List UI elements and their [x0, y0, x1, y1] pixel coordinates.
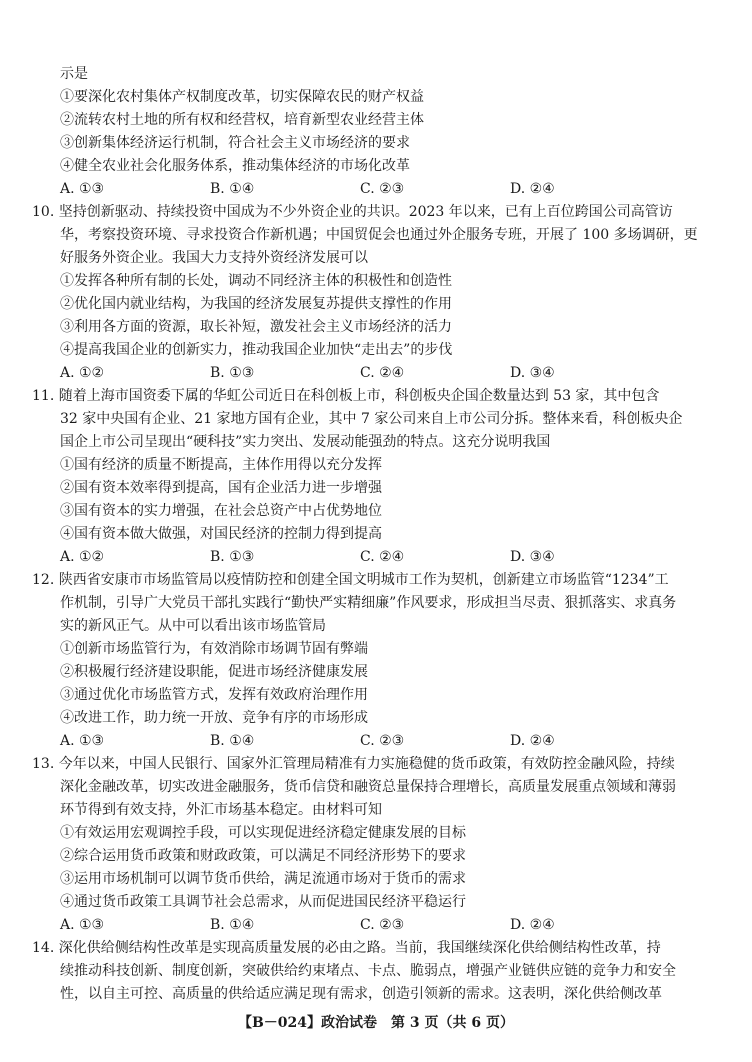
q11-option-4: ④国有资本做大做强，对国民经济的控制力得到提高 [60, 526, 382, 542]
q12-option-2: ②积极履行经济建设职能，促进市场经济健康发展 [60, 664, 368, 680]
q9-choices [60, 179, 700, 199]
q12-choice-a: A. ①③ [60, 733, 105, 749]
q13-choices [60, 915, 700, 935]
q10-choice-b: B. ①③ [210, 365, 255, 381]
q9-option-2: ②流转农村土地的所有权和经营权，培育新型农业经营主体 [60, 112, 424, 128]
q9-choice-b: B. ①④ [210, 181, 255, 197]
q13-choice-c: C. ②③ [360, 917, 405, 933]
q12-choice-c: C. ②③ [360, 733, 405, 749]
q10-choices [60, 363, 700, 383]
q13-choice-d: D. ②④ [510, 917, 555, 933]
q14-stem-line-3: 性，以自主可控、高质量的供给适应满足现有需求，创造引领新的需求。这表明，深化供给侧改革 [60, 986, 662, 1002]
q11-choice-a: A. ①② [60, 549, 105, 565]
q12-choice-d: D. ②④ [510, 733, 555, 749]
q12-option-3: ③通过优化市场监管方式，发挥有效政府治理作用 [60, 687, 368, 703]
q10-option-3: ③利用各方面的资源，取长补短，激发社会主义市场经济的活力 [60, 319, 452, 335]
q9-choice-c: C. ②③ [360, 181, 405, 197]
q9-option-1: ①要深化农村集体产权制度改革，切实保障农民的财产权益 [60, 89, 424, 105]
q14-stem-line-2: 续推动科技创新、制度创新，突破供给约束堵点、卡点、脆弱点，增强产业链供应链的竞争力和安全 [60, 963, 676, 979]
q12-stem-line-1: 12. 陕西省安康市市场监管局以疫情防控和创建全国文明城市工作为契机，创新建立市场监管“1234”工 [32, 572, 669, 588]
q12-choices [60, 731, 700, 751]
q9-option-3: ③创新集体经济运行机制，符合社会主义市场经济的要求 [60, 135, 410, 151]
q11-stem-line-2: 32 家中央国有企业、21 家地方国有企业，其中 7 家公司来自上市公司分拆。整体来看，科创板央企 [60, 411, 683, 427]
q13-option-4: ④通过货币政策工具调节社会总需求，从而促进国民经济平稳运行 [60, 894, 466, 910]
q10-choice-d: D. ③④ [510, 365, 555, 381]
q10-option-2: ②优化国内就业结构，为我国的经济发展复苏提供支撑性的作用 [60, 296, 452, 312]
q12-stem-line-2: 作机制，引导广大党员干部扎实践行“勤快严实精细廉”作风要求，形成担当尽责、狠抓落实、求真务 [60, 595, 677, 611]
q13-choice-a: A. ①③ [60, 917, 105, 933]
q13-stem-line-2: 深化金融改革，切实改进金融服务，货币信贷和融资总量保持合理增长，高质量发展重点领域和薄弱 [60, 779, 676, 795]
q11-option-3: ③国有资本的实力增强，在社会总资产中占优势地位 [60, 503, 382, 519]
q13-stem-line-1: 13. 今年以来，中国人民银行、国家外汇管理局精准有力实施稳健的货币政策，有效防控金融风险，持续 [32, 756, 675, 772]
q9-choice-d: D. ②④ [510, 181, 555, 197]
q13-choice-b: B. ①④ [210, 917, 255, 933]
q10-stem-line-1: 10. 坚持创新驱动、持续投资中国成为不少外资企业的共识。2023 年以来，已有上百位跨国公司高管访 [32, 204, 673, 220]
q12-choice-b: B. ①④ [210, 733, 255, 749]
q11-choice-d: D. ③④ [510, 549, 555, 565]
q11-stem-line-3: 国企上市公司呈现出“硬科技”实力突出、发展动能强劲的特点。这充分说明我国 [60, 434, 551, 450]
q13-option-2: ②综合运用货币政策和财政政策，可以满足不同经济形势下的要求 [60, 848, 466, 864]
q12-option-1: ①创新市场监管行为，有效消除市场调节固有弊端 [60, 641, 368, 657]
q13-option-1: ①有效运用宏观调控手段，可以实现促进经济稳定健康发展的目标 [60, 825, 466, 841]
q10-stem-line-2: 华，考察投资环境、寻求投资合作新机遇；中国贸促会也通过外企服务专班，开展了 100 多场调研，更 [60, 227, 698, 243]
q9-option-4: ④健全农业社会化服务体系，推动集体经济的市场化改革 [60, 158, 410, 174]
q12-option-4: ④改进工作，助力统一开放、竞争有序的市场形成 [60, 710, 368, 726]
q10-option-1: ①发挥各种所有制的长处，调动不同经济主体的积极性和创造性 [60, 273, 452, 289]
q14-stem-line-1: 14. 深化供给侧结构性改革是实现高质量发展的必由之路。当前，我国继续深化供给侧结构性改革，持 [32, 940, 661, 956]
q10-option-4: ④提高我国企业的创新实力，推动我国企业加快“走出去”的步伐 [60, 342, 453, 358]
q11-choices [60, 547, 700, 567]
q11-option-1: ①国有经济的质量不断提高，主体作用得以充分发挥 [60, 457, 382, 473]
q11-option-2: ②国有资本效率得到提高，国有企业活力进一步增强 [60, 480, 382, 496]
q9-stem-end: 示是 [60, 66, 88, 82]
q9-choice-a: A. ①③ [60, 181, 105, 197]
q11-stem-line-1: 11. 随着上海市国资委下属的华虹公司近日在科创板上市，科创板央企国企数量达到 53 家，其中包含 [32, 388, 660, 404]
q13-option-3: ③运用市场机制可以调节货币供给，满足流通市场对于货币的需求 [60, 871, 466, 887]
q11-choice-b: B. ①③ [210, 549, 255, 565]
q13-stem-line-3: 环节得到有效支持，外汇市场基本稳定。由材料可知 [60, 802, 382, 818]
q11-choice-c: C. ②④ [360, 549, 405, 565]
page-footer: 【B－024】政治试卷 第 3 页（共 6 页） [237, 1015, 515, 1031]
q10-stem-line-3: 好服务外资企业。我国大力支持外资经济发展可以 [60, 250, 368, 266]
q10-choice-a: A. ①② [60, 365, 105, 381]
q10-choice-c: C. ②④ [360, 365, 405, 381]
q12-stem-line-3: 实的新风正气。从中可以看出该市场监管局 [60, 618, 326, 634]
